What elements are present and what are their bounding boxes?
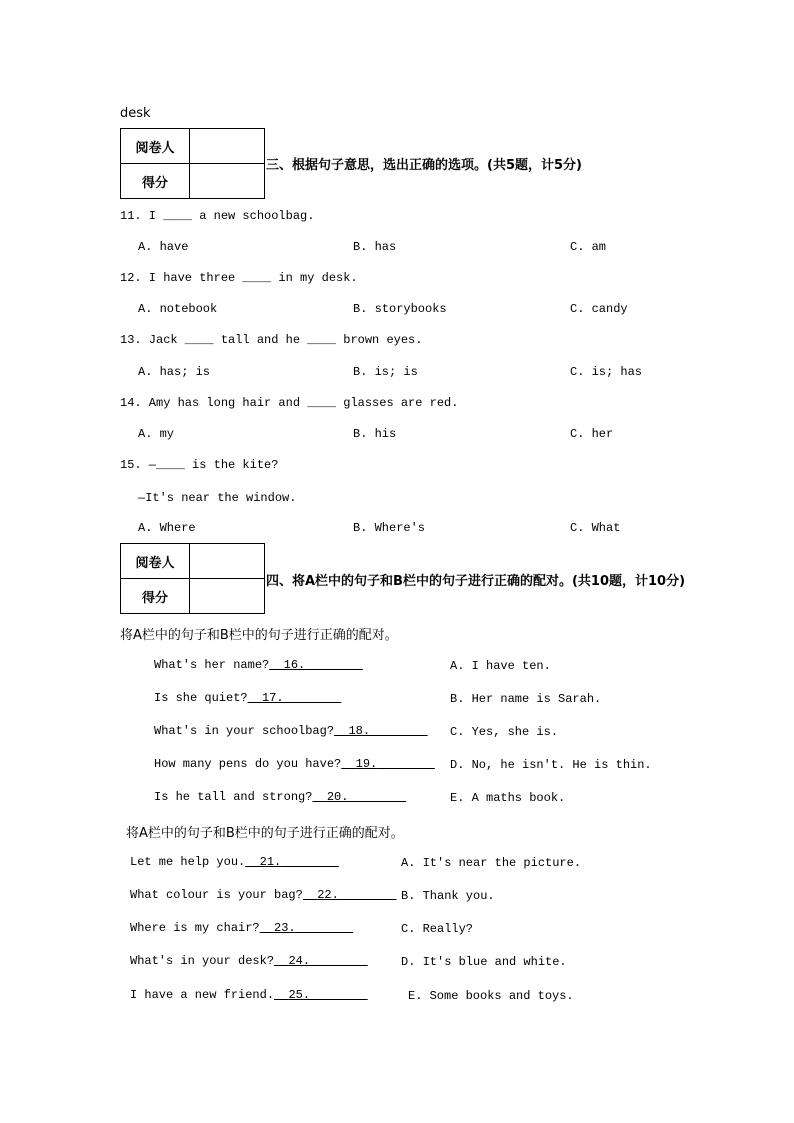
option-b[interactable]: B. is; is — [353, 365, 418, 379]
question-stem: 11. I ____ a new schoolbag. — [120, 209, 315, 223]
match-item-b: A. I have ten. — [450, 659, 551, 673]
option-c[interactable]: C. candy — [570, 302, 628, 316]
match-item-b: A. It's near the picture. — [401, 856, 582, 870]
top-word: desk — [120, 106, 151, 121]
option-c[interactable]: C. her — [570, 427, 614, 441]
match-sentence: Where is my chair? — [130, 921, 260, 935]
option-b[interactable]: B. his — [353, 427, 397, 441]
match-item-b: B. Thank you. — [401, 889, 495, 903]
match-item-a — [130, 921, 353, 935]
match-item-a — [130, 988, 368, 1002]
match-item-b: E. Some books and toys. — [408, 989, 574, 1003]
option-c[interactable]: C. What — [570, 521, 621, 535]
match-item-b: E. A maths book. — [450, 791, 566, 805]
score-field[interactable] — [190, 164, 265, 199]
match-item-a — [154, 691, 341, 705]
answer-blank[interactable]: 16. — [283, 658, 306, 672]
section4-intro: 将A栏中的句子和B栏中的句子进行正确的配对。 — [120, 628, 398, 643]
question-stem: 15. —____ is the kite? — [120, 458, 279, 472]
match-item-a — [154, 724, 428, 738]
answer-blank[interactable]: 17. — [262, 691, 284, 705]
reviewer-label: 阅卷人 — [121, 129, 190, 164]
answer-blank[interactable]: 24. — [288, 954, 311, 968]
option-b[interactable]: B. storybooks — [353, 302, 447, 316]
question-stem-line2: —It's near the window. — [138, 491, 297, 505]
section4-intro-2: 将A栏中的句子和B栏中的句子进行正确的配对。 — [126, 826, 404, 841]
score-box-section4 — [120, 543, 265, 614]
match-item-b: B. Her name is Sarah. — [450, 692, 602, 706]
match-sentence: What colour is your bag? — [130, 888, 303, 902]
score-field[interactable] — [190, 579, 265, 614]
answer-blank[interactable]: 20. — [326, 790, 349, 804]
reviewer-field[interactable] — [190, 129, 265, 164]
section4-heading: 四、将A栏中的句子和B栏中的句子进行正确的配对。(共10题，计10分) — [266, 574, 686, 589]
match-item-a — [130, 855, 339, 869]
match-sentence: What's in your schoolbag? — [154, 724, 335, 738]
option-a[interactable]: A. my — [138, 427, 175, 441]
answer-blank[interactable]: 22. — [317, 888, 339, 902]
match-item-b: D. No, he isn't. He is thin. — [450, 758, 652, 772]
score-box-section3 — [120, 128, 265, 199]
match-item-b: C. Really? — [401, 922, 474, 936]
option-a[interactable]: A. Where — [138, 521, 196, 535]
answer-blank[interactable]: 21. — [259, 855, 282, 869]
match-item-a — [154, 757, 435, 771]
score-label: 得分 — [121, 579, 190, 614]
match-sentence: What's in your desk? — [130, 954, 275, 968]
match-item-b: C. Yes, she is. — [450, 725, 559, 739]
answer-blank[interactable]: 19. — [355, 757, 378, 771]
match-sentence: How many pens do you have? — [154, 757, 342, 771]
match-item-a — [130, 954, 368, 968]
answer-blank[interactable]: 25. — [288, 988, 311, 1002]
answer-blank[interactable]: 23. — [274, 921, 296, 935]
match-sentence: I have a new friend. — [130, 988, 275, 1002]
match-sentence: Let me help you. — [130, 855, 246, 869]
option-b[interactable]: B. has — [353, 240, 397, 254]
option-c[interactable]: C. am — [570, 240, 607, 254]
option-b[interactable]: B. Where's — [353, 521, 426, 535]
section3-heading: 三、根据句子意思，选出正确的选项。(共5题，计5分) — [266, 158, 582, 173]
question-stem: 14. Amy has long hair and ____ glasses are red. — [120, 396, 459, 410]
match-sentence: Is he tall and strong? — [154, 790, 313, 804]
match-sentence: Is she quiet? — [154, 691, 248, 705]
match-sentence: What's her name? — [154, 658, 270, 672]
match-item-a — [154, 658, 363, 672]
option-a[interactable]: A. notebook — [138, 302, 218, 316]
option-c[interactable]: C. is; has — [570, 365, 643, 379]
option-a[interactable]: A. have — [138, 240, 189, 254]
match-item-a — [130, 888, 396, 902]
match-item-b: D. It's blue and white. — [401, 955, 567, 969]
match-item-a — [154, 790, 406, 804]
question-stem: 12. I have three ____ in my desk. — [120, 271, 358, 285]
score-label: 得分 — [121, 164, 190, 199]
option-a[interactable]: A. has; is — [138, 365, 211, 379]
reviewer-field[interactable] — [190, 544, 265, 579]
answer-blank[interactable]: 18. — [348, 724, 371, 738]
question-stem: 13. Jack ____ tall and he ____ brown eyes. — [120, 333, 423, 347]
reviewer-label: 阅卷人 — [121, 544, 190, 579]
